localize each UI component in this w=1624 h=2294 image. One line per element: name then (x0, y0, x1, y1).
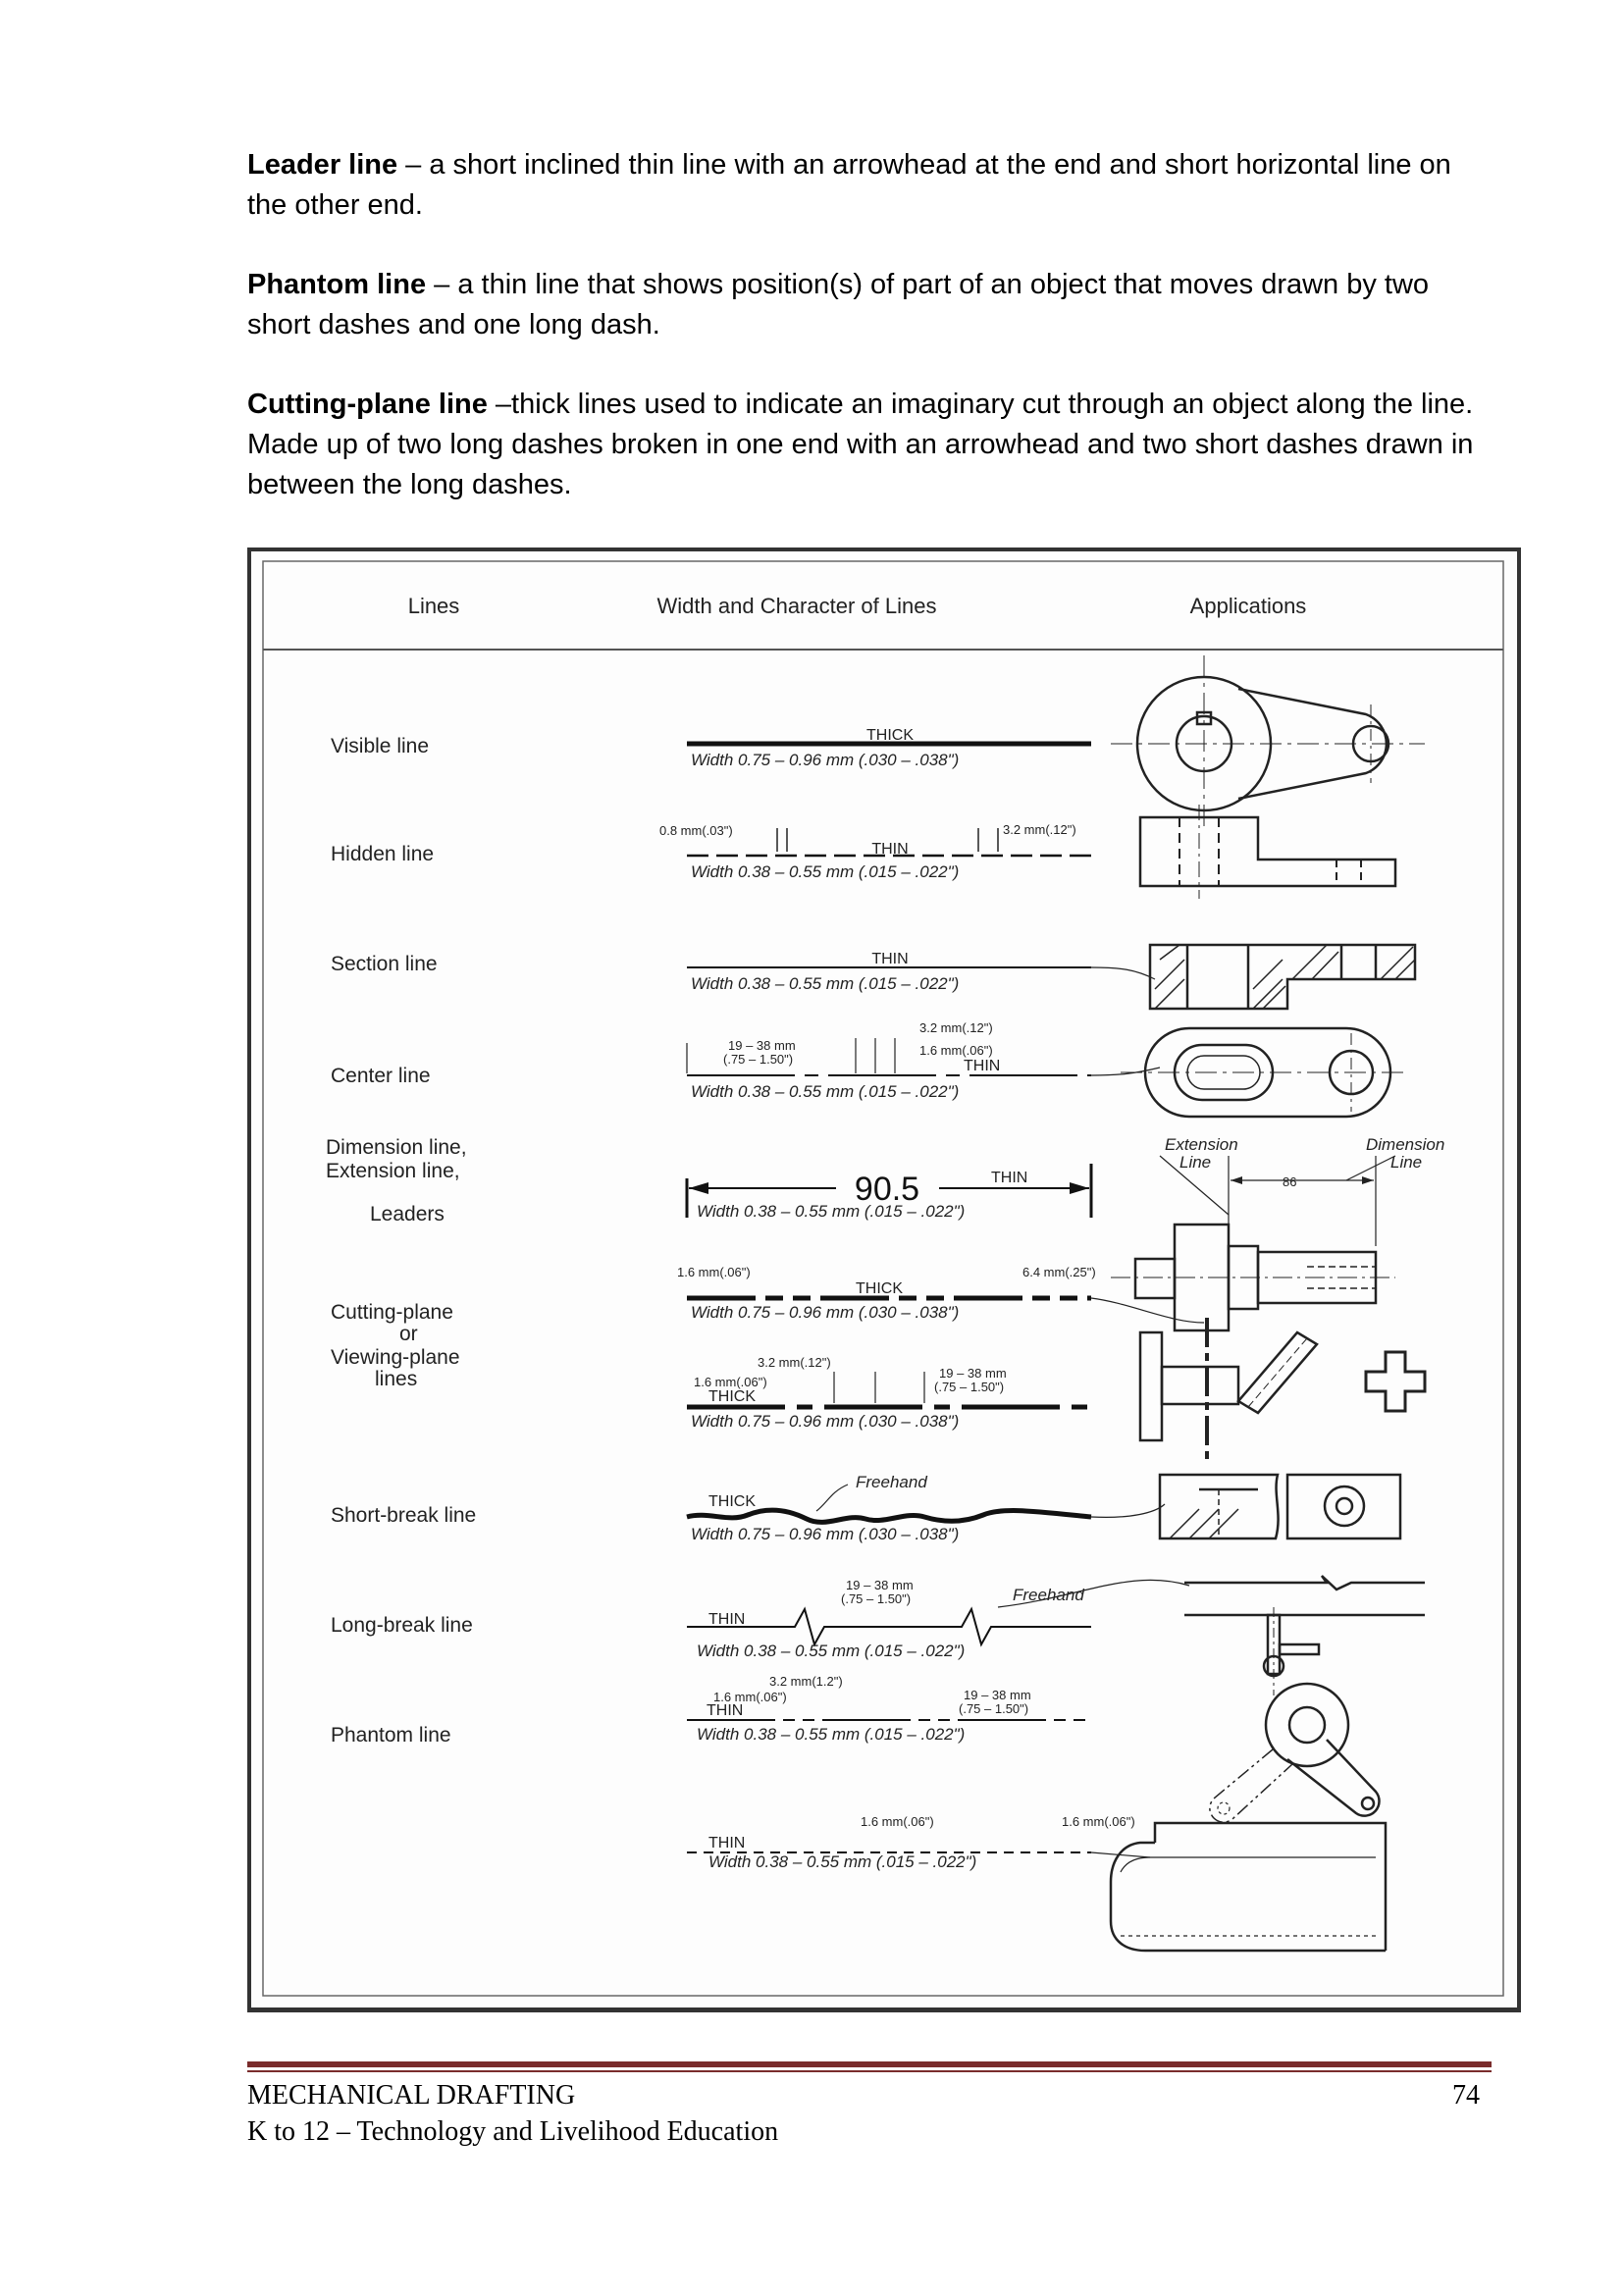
cutting-weight-1: THICK (856, 1280, 903, 1297)
phantom-spec: Width 0.38 – 0.55 mm (.015 – .022") (697, 1725, 966, 1744)
row-label-dimension-2: Extension line, (326, 1160, 460, 1182)
footer-rule (247, 2061, 1492, 2067)
longbreak-spec: Width 0.38 – 0.55 mm (.015 – .022") (697, 1642, 966, 1660)
hidden-dim1: 0.8 mm(.03") (659, 823, 733, 838)
line-types-figure (247, 547, 1521, 2016)
longbreak-dim1b: (.75 – 1.50") (841, 1591, 912, 1606)
row-label-dimension-1: Dimension line, (326, 1136, 467, 1159)
cutting-dim2: 6.4 mm(.25") (1022, 1265, 1096, 1279)
cutting-dim1: 1.6 mm(.06") (677, 1265, 751, 1279)
header-width: Width and Character of Lines (656, 594, 937, 618)
cutting-weight-2: THICK (708, 1388, 756, 1405)
center-dim1b: (.75 – 1.50") (723, 1052, 794, 1067)
visible-weight: THICK (866, 727, 914, 744)
phantom-weight: THIN (707, 1702, 744, 1719)
dimension-label-2: Line (1390, 1153, 1423, 1172)
header-lines: Lines (407, 594, 460, 618)
leader-line-paragraph (247, 145, 1493, 226)
longbreak-dim1: 19 – 38 mm (846, 1578, 914, 1592)
longbreak-note: Freehand (1013, 1586, 1084, 1604)
row-label-center: Center line (331, 1065, 431, 1087)
phantom2-dim1: 1.6 mm(.06") (861, 1814, 934, 1829)
row-label-shortbreak: Short-break line (331, 1504, 477, 1527)
phantom2-dim2: 1.6 mm(.06") (1062, 1814, 1135, 1829)
cutting-spec-2: Width 0.75 – 0.96 mm (.030 – .038") (691, 1412, 960, 1431)
row-label-cutting-4: lines (375, 1368, 418, 1390)
row-label-longbreak: Long-break line (331, 1614, 473, 1637)
phantom-dim2: 1.6 mm(.06") (713, 1690, 787, 1704)
row-label-cutting-2: or (399, 1323, 418, 1345)
phantom2-spec: Width 0.38 – 0.55 mm (.015 – .022") (708, 1852, 977, 1871)
visible-spec: Width 0.75 – 0.96 mm (.030 – .038") (691, 751, 960, 769)
leader-line-definition: – a short inclined thin line with an arrowhead at the end and short horizontal line on the other end. (247, 149, 1451, 221)
dimension-weight: THIN (991, 1170, 1028, 1186)
phantom-line-paragraph (247, 265, 1493, 345)
extension-label: Extension (1165, 1135, 1238, 1154)
center-weight: THIN (964, 1058, 1001, 1074)
phantom2-weight: THIN (708, 1835, 746, 1851)
footer-rule-thin (247, 2070, 1492, 2072)
hidden-spec: Width 0.38 – 0.55 mm (.015 – .022") (691, 862, 960, 881)
longbreak-weight: THIN (708, 1611, 746, 1628)
cutting-spec-1: Width 0.75 – 0.96 mm (.030 – .038") (691, 1303, 960, 1322)
dimension-spec: Width 0.38 – 0.55 mm (.015 – .022") (697, 1202, 966, 1221)
leader-line-term: Leader line (247, 149, 398, 181)
cutting-dim4: 1.6 mm(.06") (694, 1375, 767, 1389)
phantom-dim3: 19 – 38 mm (964, 1688, 1031, 1702)
row-label-cutting-3: Viewing-plane (331, 1346, 460, 1369)
row-label-section: Section line (331, 953, 438, 975)
header-applications: Applications (1189, 594, 1307, 618)
center-dim1: 19 – 38 mm (728, 1038, 796, 1053)
row-label-cutting-1: Cutting-plane (331, 1301, 453, 1324)
dimension-value: 90.5 (854, 1171, 920, 1208)
phantom-dim3b: (.75 – 1.50") (959, 1701, 1029, 1716)
hidden-dim2: 3.2 mm(.12") (1003, 822, 1076, 837)
shortbreak-weight: THICK (708, 1493, 756, 1510)
dimension-label: Dimension (1366, 1135, 1445, 1154)
shortbreak-spec: Width 0.75 – 0.96 mm (.030 – .038") (691, 1525, 960, 1543)
extension-label-2: Line (1179, 1153, 1212, 1172)
footer-title: MECHANICAL DRAFTING (247, 2080, 576, 2111)
shortbreak-note: Freehand (856, 1473, 927, 1491)
center-dim2: 3.2 mm(.12") (919, 1020, 993, 1035)
center-spec: Width 0.38 – 0.55 mm (.015 – .022") (691, 1082, 960, 1101)
row-label-phantom: Phantom line (331, 1724, 451, 1747)
page-number: 74 (1452, 2080, 1480, 2111)
cutting-plane-term: Cutting-plane line (247, 389, 488, 420)
row-label-hidden: Hidden line (331, 843, 435, 865)
cutting-plane-definition: –thick lines used to indicate an imaginary cut through an object along the line. Made up of two long dashes broken in one end with an arrowhead and two short dashes drawn in between the long dashes. (247, 389, 1474, 500)
phantom-line-definition: – a thin line that shows position(s) of part of an object that moves drawn by two short dashes and one long dash. (247, 269, 1430, 340)
footer-subtitle: K to 12 – Technology and Livelihood Education (247, 2116, 779, 2147)
phantom-dim1: 3.2 mm(1.2") (769, 1674, 843, 1689)
hidden-weight: THIN (871, 841, 909, 858)
row-label-visible: Visible line (331, 735, 430, 757)
phantom-line-term: Phantom line (247, 269, 427, 300)
dimension-app-value: 86 (1283, 1174, 1297, 1189)
center-dim3: 1.6 mm(.06") (919, 1043, 993, 1058)
cutting-dim5: 19 – 38 mm (939, 1366, 1007, 1381)
section-spec: Width 0.38 – 0.55 mm (.015 – .022") (691, 974, 960, 993)
row-label-dimension-3: Leaders (370, 1203, 445, 1225)
cutting-dim3: 3.2 mm(.12") (758, 1355, 831, 1370)
section-weight: THIN (871, 951, 909, 967)
cutting-dim5b: (.75 – 1.50") (934, 1380, 1005, 1394)
cutting-plane-paragraph (247, 385, 1493, 505)
